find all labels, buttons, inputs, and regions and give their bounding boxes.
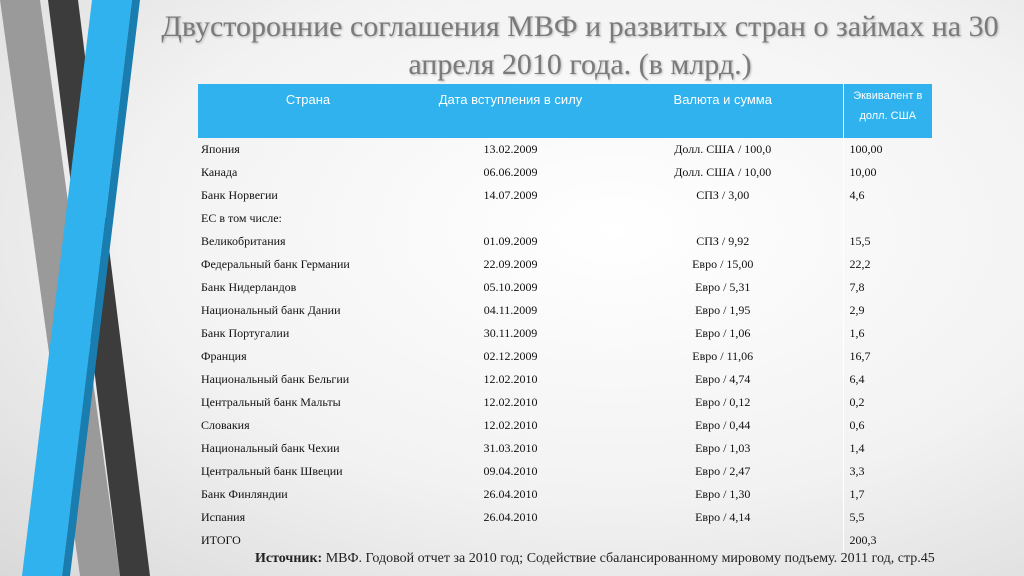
cell-country: Япония [201,142,240,156]
source-note [255,551,935,567]
header-country: Страна [198,84,418,138]
cell-usd: 1,6 [843,322,932,345]
table-row [198,322,932,345]
cell-currency: Евро / 11,06 [692,349,754,363]
table-row [198,138,932,161]
table-row [198,368,932,391]
cell-currency: Евро / 1,95 [695,303,751,317]
header-usd-equivalent [843,84,932,138]
cell-country: ИТОГО [201,533,241,547]
cell-country: Банк Норвегии [201,188,278,202]
cell-currency: Долл. США / 10,00 [674,165,772,179]
cell-usd: 15,5 [843,230,932,253]
cell-usd: 1,4 [843,437,932,460]
table-row [198,483,932,506]
header-usd-line-1: Эквивалент в [853,90,923,102]
table-row [198,460,932,483]
decorative-stripes [0,0,200,576]
table-row [198,230,932,253]
cell-currency: Евро / 2,47 [695,464,751,478]
cell-date: 30.11.2009 [483,326,538,340]
cell-country: Центральный банк Мальты [201,395,341,409]
cell-usd: 10,00 [843,161,932,184]
cell-country: Банк Финляндии [201,487,288,501]
header-currency: Валюта и сумма [603,84,843,138]
table-row [198,414,932,437]
table-row [198,207,932,230]
cell-country: Банк Португалии [201,326,290,340]
cell-date: 12.02.2010 [483,418,538,432]
cell-date: 01.09.2009 [483,234,538,248]
cell-usd: 200,3 [843,529,932,552]
cell-currency: СПЗ / 9,92 [696,234,750,248]
cell-currency: Евро / 0,44 [695,418,751,432]
source-label: Источник: [255,551,323,566]
cell-date: 06.06.2009 [483,165,538,179]
header-date: Дата вступления в силу [418,84,603,138]
cell-country: ЕС в том числе: [201,211,282,225]
cell-usd: 0,6 [843,414,932,437]
cell-date: 13.02.2009 [483,142,538,156]
cell-usd: 6,4 [843,368,932,391]
cell-date: 12.02.2010 [483,395,538,409]
table-row [198,276,932,299]
cell-usd: 22,2 [843,253,932,276]
cell-date [418,529,603,552]
cell-usd: 0,2 [843,391,932,414]
slide-title [150,8,1010,84]
cell-currency: Евро / 4,14 [695,510,751,524]
cell-currency: Евро / 15,00 [692,257,754,271]
cell-currency [603,529,843,552]
cell-date: 05.10.2009 [483,280,538,294]
table-row [198,253,932,276]
source-text: МВФ. Годовой отчет за 2010 год; Содействие сбалансированному мировому подъему. 2011 год, стр.45 [322,551,935,566]
cell-usd: 100,00 [843,138,932,161]
cell-usd: 3,3 [843,460,932,483]
cell-date [418,207,603,230]
cell-currency: Евро / 5,31 [695,280,751,294]
cell-usd: 1,7 [843,483,932,506]
cell-date: 09.04.2010 [483,464,538,478]
title-line-1: Двусторонние соглашения МВФ и развитых стран о займах на 30 [161,10,999,43]
cell-country: Федеральный банк Германии [201,257,350,271]
cell-country: Испания [201,510,246,524]
cell-currency: Долл. США / 100,0 [674,142,772,156]
table-row [198,437,932,460]
cell-date: 22.09.2009 [483,257,538,271]
cell-country: Канада [201,165,238,179]
cell-country: Центральный банк Швеции [201,464,343,478]
cell-country: Национальный банк Бельгии [201,372,350,386]
title-line-2: апреля 2010 года. (в млрд.) [408,48,752,81]
table-row [198,184,932,207]
cell-currency: СПЗ / 3,00 [696,188,750,202]
table-row [198,161,932,184]
table-row [198,391,932,414]
header-usd-line-2: долл. США [859,110,917,122]
cell-date: 04.11.2009 [483,303,538,317]
cell-country: Национальный банк Чехии [201,441,340,455]
table-row [198,299,932,322]
table-row [198,529,932,552]
cell-currency: Евро / 1,03 [695,441,751,455]
cell-usd: 2,9 [843,299,932,322]
cell-country: Словакия [201,418,250,432]
cell-country: Франция [201,349,247,363]
cell-date: 14.07.2009 [483,188,538,202]
cell-currency: Евро / 1,30 [695,487,751,501]
cell-usd [843,207,932,230]
cell-date: 26.04.2010 [483,487,538,501]
cell-date: 02.12.2009 [483,349,538,363]
cell-usd: 5,5 [843,506,932,529]
cell-country: Великобритания [201,234,286,248]
agreements-table [198,84,932,552]
cell-country: Банк Нидерландов [201,280,297,294]
table-row [198,345,932,368]
cell-date: 12.02.2010 [483,372,538,386]
table-row [198,506,932,529]
cell-country: Национальный банк Дании [201,303,341,317]
cell-currency: Евро / 0,12 [695,395,751,409]
cell-usd: 4,6 [843,184,932,207]
cell-usd: 7,8 [843,276,932,299]
cell-currency: Евро / 4,74 [695,372,751,386]
table-header-row [198,84,932,138]
cell-date: 26.04.2010 [483,510,538,524]
cell-currency [603,207,843,230]
cell-usd: 16,7 [843,345,932,368]
cell-date: 31.03.2010 [483,441,538,455]
cell-currency: Евро / 1,06 [695,326,751,340]
